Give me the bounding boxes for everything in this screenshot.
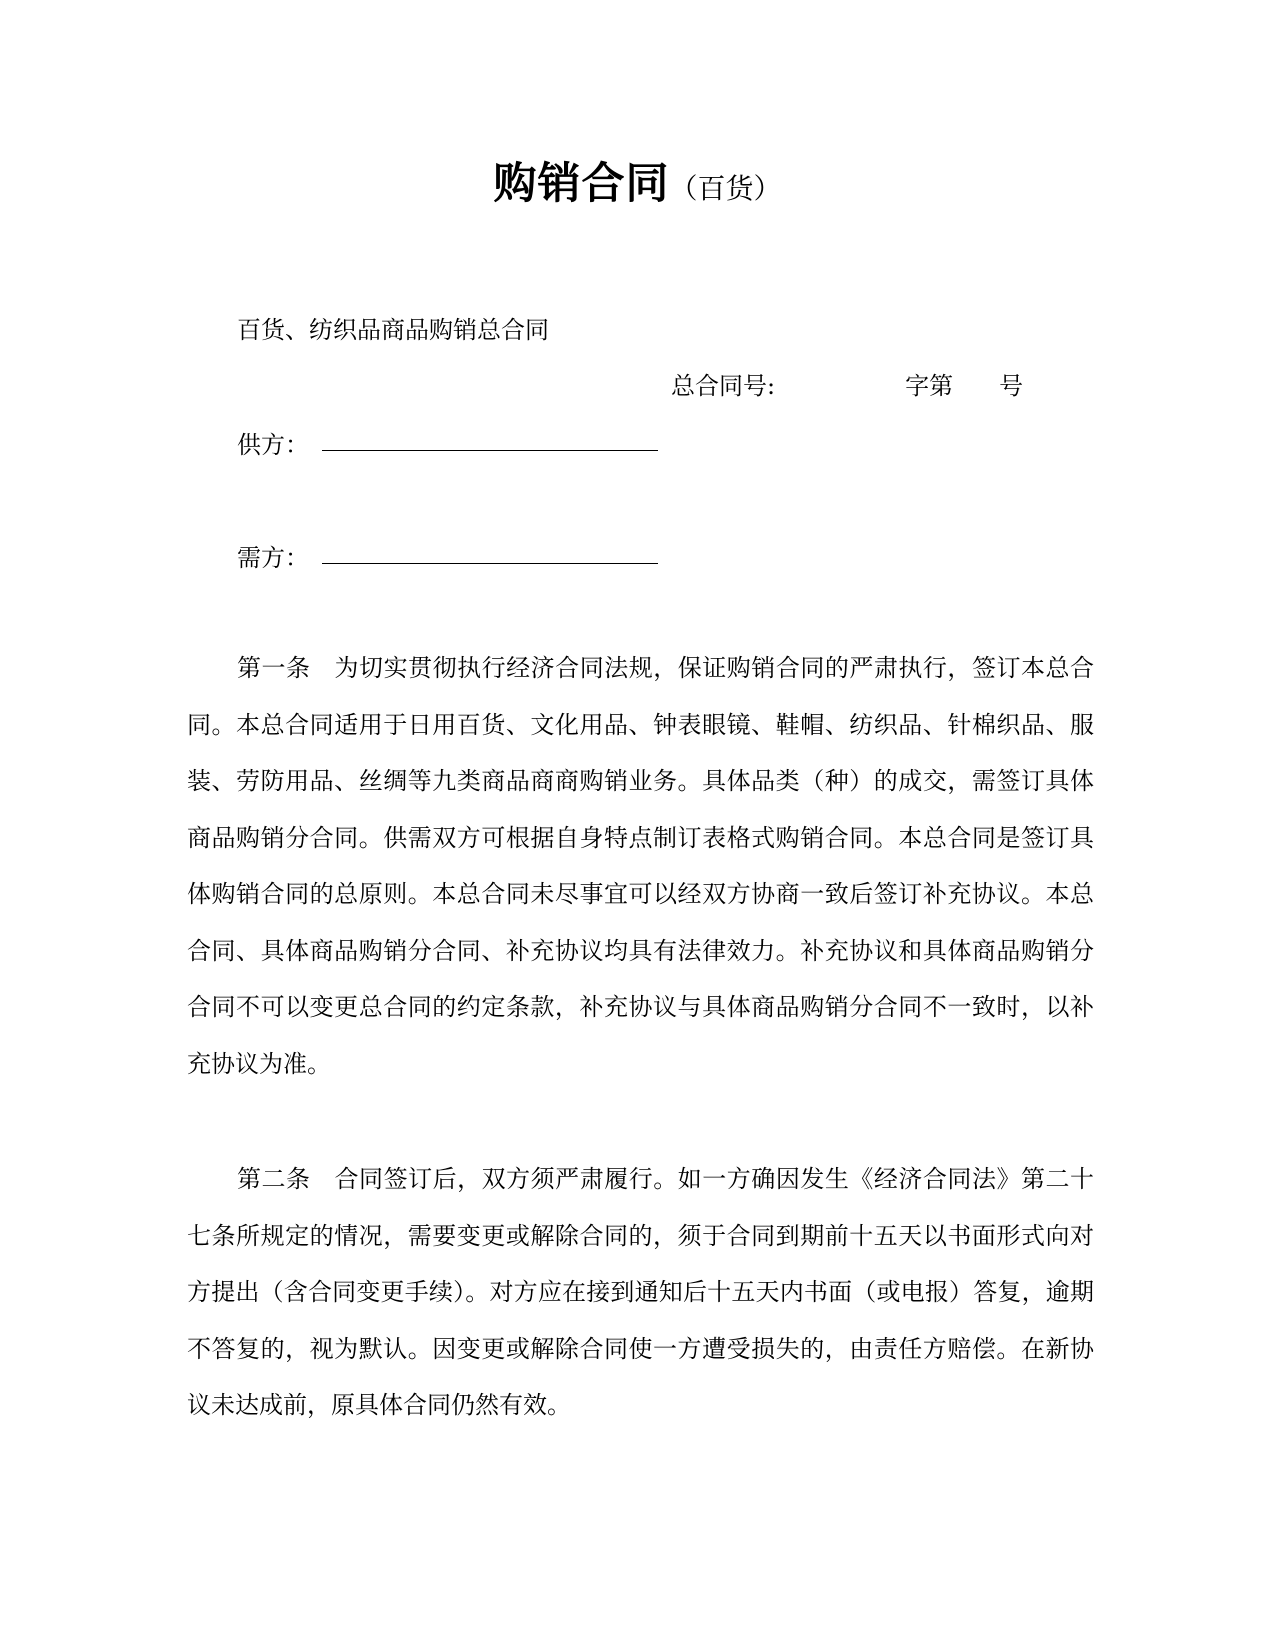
buyer-blank-line (322, 563, 658, 564)
article-2-number: 第二条 (237, 1165, 311, 1193)
contract-subtitle: 百货、纺织品商品购销总合同 (237, 316, 549, 344)
contract-number-row (671, 366, 1023, 401)
supplier-label: 供方： (237, 431, 309, 459)
article-1 (187, 640, 1094, 1092)
contract-word-label: 字第 (905, 372, 954, 400)
title-main: 购销合同 (493, 159, 670, 209)
title-sub: （百货） (669, 172, 782, 205)
article-2-text: 合同签订后，双方须严肃履行。如一方确因发生《经济合同法》第二十七条所规定的情况，需要变更或解除合同的，须于合同到期前十五天以书面形式向对方提出（含合同变更手续）。对方应在接到通知后十五天内书面（或电报）答复，逾期不答复的，视为默认。因变更或解除合同使一方遭受损失的，由责任方赔偿。在新协议未达成前，原具体合同仍然有效。 (187, 1165, 1094, 1419)
buyer-label: 需方： (237, 544, 309, 572)
document-title (0, 150, 1275, 211)
supplier-blank-line (322, 450, 658, 451)
contract-number-label: 总合同号: (671, 372, 776, 400)
contract-number-suffix: 号 (999, 372, 1024, 400)
article-1-number: 第一条 (237, 654, 311, 682)
article-2 (187, 1151, 1094, 1434)
article-1-text: 为切实贯彻执行经济合同法规，保证购销合同的严肃执行，签订本总合同。本总合同适用于日用百货、文化用品、钟表眼镜、鞋帽、纺织品、针棉织品、服装、劳防用品、丝绸等九类商品商商购销业务。具体品类（种）的成交，需签订具体商品购销分合同。供需双方可根据自身特点制订表格式购销合同。本总合同是签订具体购销合同的总原则。本总合同未尽事宜可以经双方协商一致后签订补充协议。本总合同、具体商品购销分合同、补充协议均具有法律效力。补充协议和具体商品购销分合同不可以变更总合同的约定条款，补充协议与具体商品购销分合同不一致时，以补充协议为准。 (187, 654, 1094, 1078)
